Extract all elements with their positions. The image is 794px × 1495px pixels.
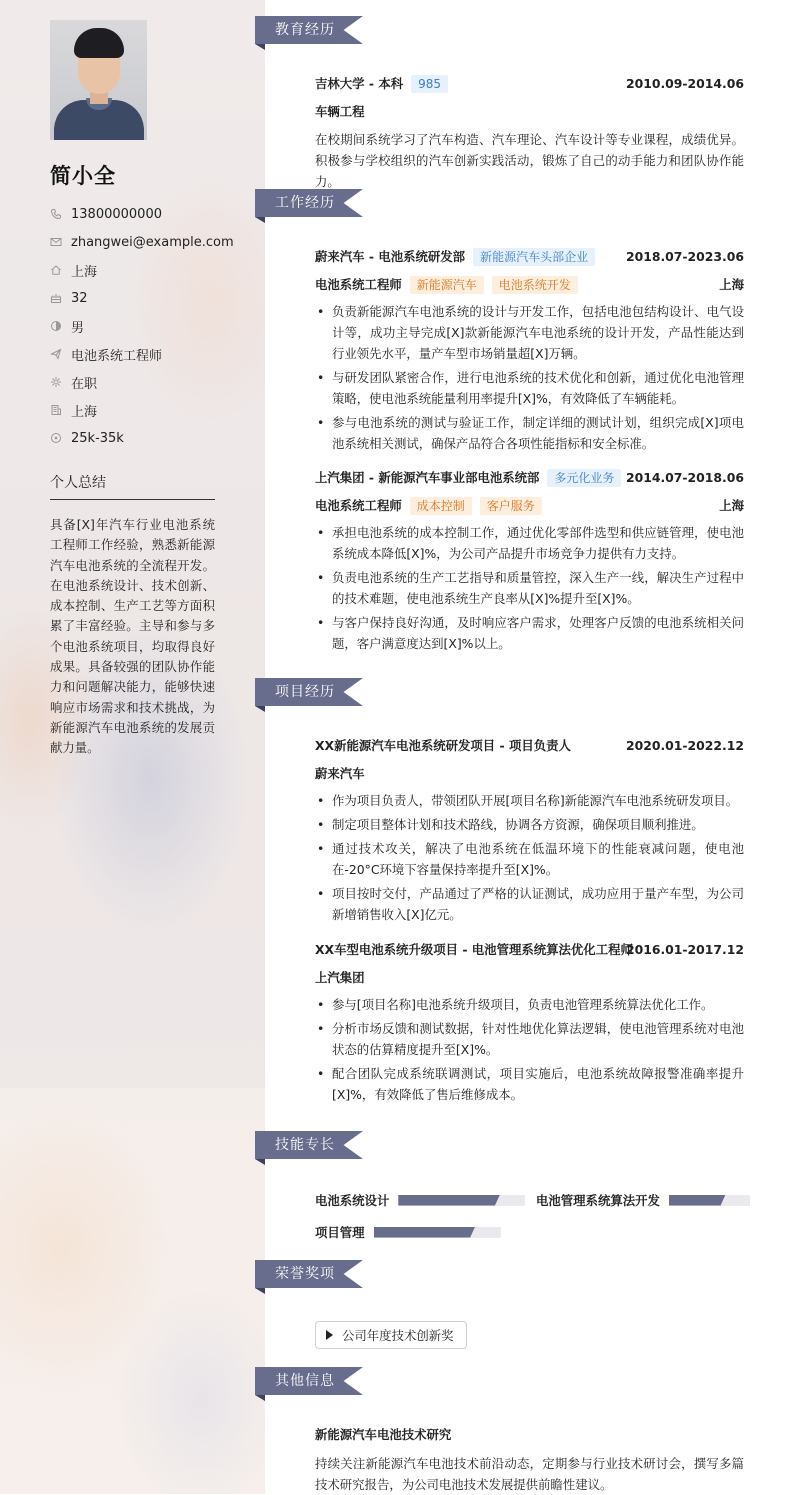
bullet-item: • 负责电池系统的生产工艺指导和质量管控，深入生产一线，解决生产过程中的技术难题，使电池系统生产良率从[X]%提升至[X]%。: [315, 567, 744, 609]
skill-bar-fill: [374, 1227, 476, 1238]
section-header-awards: [255, 1260, 363, 1288]
education-entry: [315, 74, 744, 192]
building-icon: [50, 404, 62, 416]
skill-bar-fill: [669, 1195, 726, 1206]
summary-title: 个人总结: [50, 475, 106, 491]
education-desc: 在校期间系统学习了汽车构造、汽车理论、汽车设计等专业课程，成绩优异。积极参与学校组织的汽车创新实践活动，锻炼了自己的动手能力和团队协作能力。: [315, 132, 744, 189]
project-bullets: [315, 790, 744, 925]
phone-icon: [50, 208, 62, 220]
work-city: 上海: [719, 498, 744, 513]
work-entry: [315, 468, 744, 657]
summary-text: 具备[X]年汽车行业电池系统工程师工作经验，熟悉新能源汽车电池系统的全流程开发。在电池系统设计、技术创新、成本控制、生产工艺等方面积累了丰富经验。主导和参与多个电池系统项目，均取得良好成果。具备较强的团队协作能力和问题解决能力，能够快速响应市场需求和技术挑战，为新能源汽车电池系统的发展贡献力量。: [50, 517, 215, 756]
info-text: 32: [71, 290, 88, 306]
section-title: 项目经历: [275, 684, 335, 700]
school-name: 吉林大学 - 本科: [315, 76, 404, 91]
project-org: 上汽集团: [315, 970, 365, 985]
bullet-item: • 项目按时交付，产品通过了严格的认证测试，成功应用于量产车型，为公司新增销售收入[X]亿元。: [315, 883, 744, 925]
section-title: 荣誉奖项: [275, 1266, 335, 1282]
skill-item: [315, 1225, 501, 1239]
skill-item: [536, 1193, 750, 1207]
ribbon-fold: [255, 1395, 265, 1401]
company-name: 蔚来汽车 - 电池系统研发部: [315, 249, 466, 264]
work-date: 2018.07-2023.06: [625, 249, 744, 264]
bullet-item: • 通过技术攻关，解决了电池系统在低温环境下的性能衰减问题，使电池在-20°C环境下容量保持率提升至[X]%。: [315, 838, 744, 880]
bullet-item: • 负责新能源汽车电池系统的设计与开发工作，包括电池包结构设计、电气设计等，成功主导完成[X]款新能源汽车电池系统的设计开发，产品性能达到行业领先水平，量产车型市场销量超[X]万辆。: [315, 301, 744, 364]
sidebar: [0, 0, 265, 1494]
work-date: 2014.07-2018.06: [625, 470, 744, 485]
company-name: 上汽集团 - 新能源汽车事业部电池系统部: [315, 470, 540, 485]
skill-name: 电池管理系统算法开发: [536, 1193, 660, 1208]
salary-icon: [50, 432, 62, 444]
home-icon: [50, 264, 62, 276]
role-tag: 新能源汽车: [410, 276, 484, 294]
section-title: 其他信息: [275, 1373, 335, 1389]
bullet-item: • 作为项目负责人，带领团队开展[项目名称]新能源汽车电池系统研发项目。: [315, 790, 744, 811]
info-phone: [50, 200, 234, 228]
skill-name: 项目管理: [315, 1225, 365, 1240]
bullet-item: • 配合团队完成系统联调测试，项目实施后，电池系统故障报警准确率提升[X]%，有效降低了售后维修成本。: [315, 1063, 744, 1105]
project-org: 蔚来汽车: [315, 766, 365, 781]
age-icon: [50, 292, 62, 304]
project-entry: [315, 940, 744, 1108]
gender-icon: [50, 320, 62, 332]
major: 车辆工程: [315, 104, 365, 119]
info-text: 上海: [71, 404, 98, 420]
job-role: 电池系统工程师: [315, 498, 402, 513]
other-entry: [315, 1425, 744, 1495]
bullet-item: • 与客户保持良好沟通，及时响应客户需求，处理客户反馈的电池系统相关问题，客户满意度达到[X]%以上。: [315, 612, 744, 654]
role-tag: 成本控制: [410, 497, 472, 515]
info-text: 电池系统工程师: [71, 348, 163, 364]
bullet-item: • 承担电池系统的成本控制工作，通过优化零部件选型和供应链管理，使电池系统成本降低[X]%，为公司产品提升市场竞争力提供有力支持。: [315, 522, 744, 564]
bullet-item: • 分析市场反馈和测试数据，针对性地优化算法逻辑，使电池管理系统对电池状态的估算精度提升至[X]%。: [315, 1018, 744, 1060]
info-text: zhangwei@example.com: [71, 234, 234, 250]
bullet-item: • 参与[项目名称]电池系统升级项目，负责电池管理系统算法优化工作。: [315, 994, 744, 1015]
skill-bar: [669, 1195, 750, 1206]
info-text: 在职: [71, 376, 98, 392]
project-entry: [315, 736, 744, 928]
info-status: [50, 368, 234, 396]
section-title: 工作经历: [275, 195, 335, 211]
ribbon-fold: [255, 217, 265, 223]
other-desc: 持续关注新能源汽车电池技术前沿动态，定期参与行业技术研讨会，撰写多篇技术研究报告，为公司电池技术发展提供前瞻性建议。: [315, 1456, 744, 1492]
mail-icon: [50, 236, 62, 248]
info-email: [50, 228, 234, 256]
company-tag: 新能源汽车头部企业: [473, 248, 595, 266]
avatar: [50, 20, 147, 140]
work-bullets: [315, 522, 744, 654]
company-tag: 多元化业务: [547, 469, 621, 487]
info-text: 男: [71, 320, 85, 336]
award-name: 公司年度技术创新奖: [342, 1328, 454, 1343]
work-entry: [315, 247, 744, 457]
work-bullets: [315, 301, 744, 454]
section-title: 技能专长: [275, 1137, 335, 1153]
section-header-work: [255, 189, 363, 217]
skill-name: 电池系统设计: [315, 1193, 390, 1208]
project-date: 2016.01-2017.12: [625, 942, 744, 957]
send-icon: [50, 348, 62, 360]
info-city: [50, 396, 234, 424]
info-salary: [50, 424, 234, 452]
avatar-hair: [74, 28, 124, 58]
ribbon-fold: [255, 44, 265, 50]
skill-bar-fill: [398, 1195, 500, 1206]
status-icon: [50, 376, 62, 388]
other-title: 新能源汽车电池技术研究: [315, 1427, 452, 1442]
school-tag: 985: [411, 75, 448, 93]
info-age: [50, 284, 234, 312]
info-home: [50, 256, 234, 284]
role-tag: 电池系统开发: [492, 276, 578, 294]
section-header-project: [255, 678, 363, 706]
candidate-name: 简小全: [50, 164, 116, 188]
project-title: XX新能源汽车电池系统研发项目 - 项目负责人: [315, 738, 571, 753]
section-title: 教育经历: [275, 22, 335, 38]
role-tag: 客户服务: [480, 497, 542, 515]
section-header-other: [255, 1367, 363, 1395]
info-position: [50, 340, 234, 368]
main-content: [265, 0, 794, 1494]
skill-bar: [374, 1227, 501, 1238]
ribbon-fold: [255, 1159, 265, 1165]
ribbon-fold: [255, 1288, 265, 1294]
skill-bar: [398, 1195, 525, 1206]
education-date: 2010.09-2014.06: [625, 76, 744, 91]
skill-item: [315, 1193, 525, 1207]
play-triangle-icon: [326, 1330, 333, 1340]
project-title: XX车型电池系统升级项目 - 电池管理系统算法优化工程师: [315, 942, 633, 957]
info-text: 13800000000: [71, 206, 162, 222]
bullet-item: • 制定项目整体计划和技术路线，协调各方资源，确保项目顺利推进。: [315, 814, 744, 835]
project-date: 2020.01-2022.12: [625, 738, 744, 753]
job-role: 电池系统工程师: [315, 277, 402, 292]
award-item: [315, 1321, 467, 1349]
info-text: 25k-35k: [71, 430, 124, 446]
info-text: 上海: [71, 264, 98, 280]
section-header-skills: [255, 1131, 363, 1159]
info-gender: [50, 312, 234, 340]
bullet-item: • 参与电池系统的测试与验证工作，制定详细的测试计划，组织完成[X]项电池系统相关测试，确保产品符合各项性能指标和安全标准。: [315, 412, 744, 454]
bullet-item: • 与研发团队紧密合作，进行电池系统的技术优化和创新，通过优化电池管理策略，使电池系统能量利用率提升[X]%，有效降低了车辆能耗。: [315, 367, 744, 409]
contact-info-list: [50, 200, 234, 452]
project-bullets: [315, 994, 744, 1105]
ribbon-fold: [255, 706, 265, 712]
work-city: 上海: [719, 277, 744, 292]
section-header-education: [255, 16, 363, 44]
summary-divider: [50, 499, 215, 500]
